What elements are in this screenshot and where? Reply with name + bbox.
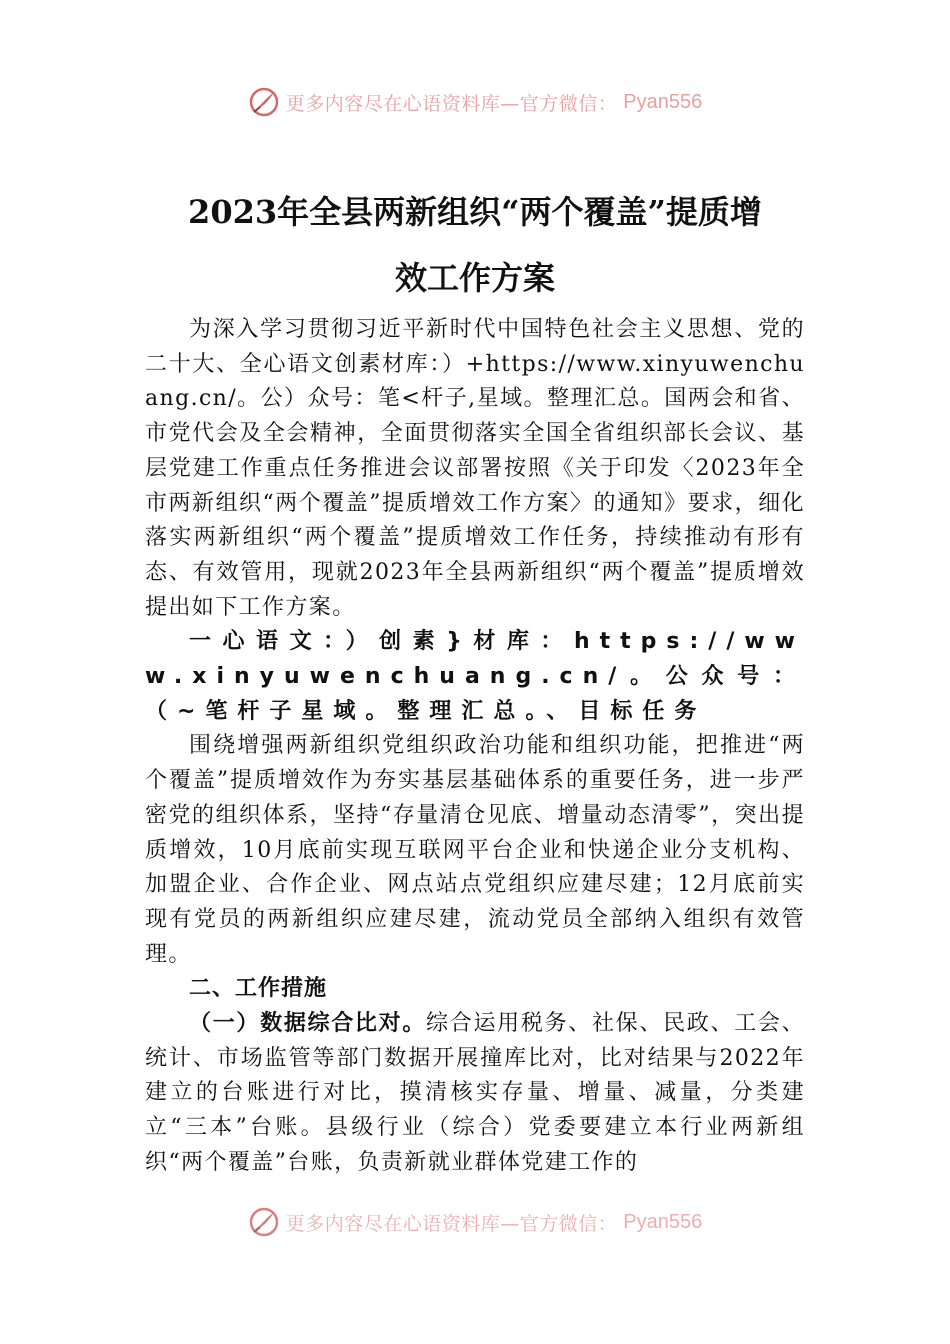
- watermark-wechat-id: Pyan556: [623, 90, 703, 113]
- watermark-wechat-id: Pyan556: [623, 1210, 703, 1233]
- watermark-text: 更多内容尽在心语资料库—官方微信：: [285, 92, 618, 115]
- document-title-line1: 2023年全县两新组织“两个覆盖”提质增: [188, 193, 762, 231]
- item1-lead: （一）数据综合比对。: [189, 1011, 427, 1037]
- document-title-line2: 效工作方案: [394, 259, 555, 297]
- quill-logo-icon: [248, 86, 280, 118]
- intro-paragraph: 为深入学习贯彻习近平新时代中国特色社会主义思想、党的二十大、全心语文创素材库：）+https://www.xinyuwenchuang.cn/。公）众号：笔<杆子,星域。整理汇总。国两会和省、市党代会及全会精神，全面贯彻落实全国全省组织部长会议、基层党建工作重点任务推进会议部署按照《关于印发〈2023年全市两新组织“两个覆盖”提质增效工作方案〉的通知》要求，细化落实两新组织“两个覆盖”提质增效工作任务，持续推动有形有态、有效管用，现就2023年全县两新组织“两个覆盖”提质增效提出如下工作方案。: [145, 317, 805, 620]
- item1-paragraph: [145, 1007, 805, 1181]
- section1-heading: 一心语文：）创素}材库：https://www.xinyuwenchuang.cn/。公众号：（~笔杆子星域。整理汇总。、目标任务: [145, 629, 805, 724]
- quill-logo-icon: [248, 1206, 280, 1238]
- watermark-text: 更多内容尽在心语资料库—官方微信：: [285, 1212, 618, 1235]
- document-body: [145, 313, 805, 1213]
- section1-paragraph: 围绕增强两新组织党组织政治功能和组织功能，把推进“两个覆盖”提质增效作为夯实基层基础体系的重要任务，进一步严密党的组织体系，坚持“存量清仓见底、增量动态清零”，突出提质增效，10月底前实现互联网平台企业和快递企业分支机构、加盟企业、合作企业、网点站点党组织应建尽建；12月底前实现有党员的两新组织应建尽建，流动党员全部纳入组织有效管理。: [145, 733, 805, 967]
- watermark-footer: [0, 1204, 950, 1240]
- watermark-header: [0, 84, 950, 120]
- item1-body: 综合运用税务、社保、民政、工会、统计、市场监管等部门数据开展撞库比对，比对结果与2022年建立的台账进行对比，摸清核实存量、增量、减量，分类建立“三本”台账。县级行业（综合）党委要建立本行业两新组织“两个覆盖”台账，负责新就业群体党建工作的: [145, 1011, 805, 1175]
- section2-heading: 二、工作措施: [189, 976, 328, 1002]
